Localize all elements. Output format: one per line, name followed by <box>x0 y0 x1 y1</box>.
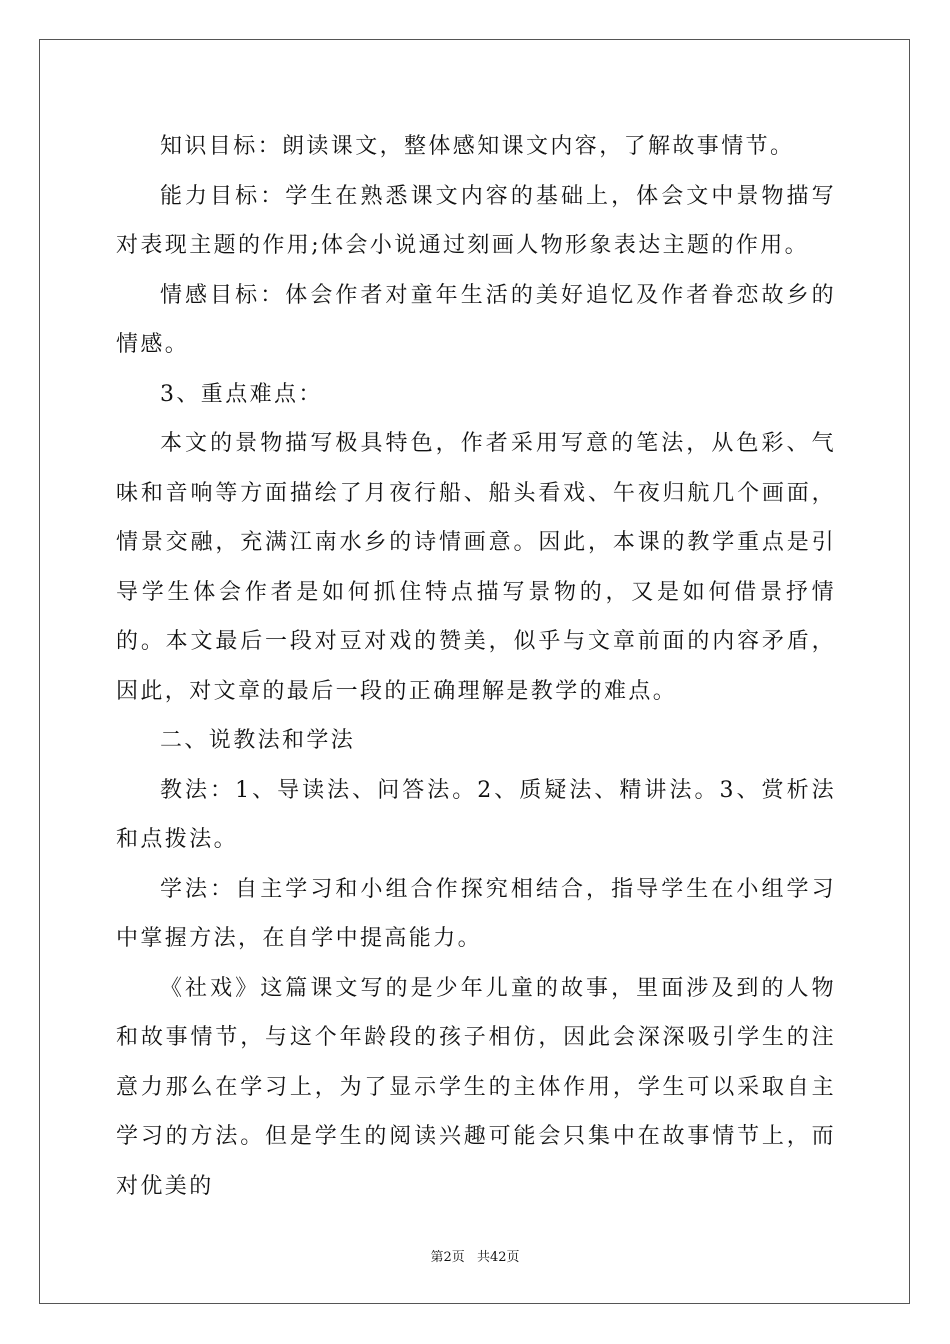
document-body <box>116 122 836 1211</box>
paragraph: 学法：自主学习和小组合作探究相结合，指导学生在小组学习中掌握方法，在自学中提高能力。 <box>116 876 836 951</box>
page-total: 共42页 <box>476 1250 520 1265</box>
section-heading: 二、说教法和学法 <box>160 728 356 753</box>
paragraph: 知识目标：朗读课文，整体感知课文内容，了解故事情节。 <box>160 134 795 159</box>
section-heading: 3、重点难点： <box>160 381 323 407</box>
paragraph: 情感目标：体会作者对童年生活的美好追忆及作者眷恋故乡的情感。 <box>116 282 836 357</box>
paragraph: 本文的景物描写极具特色，作者采用写意的笔法，从色彩、气味和音响等方面描绘了月夜行船、船头看戏、午夜归航几个画面，情景交融，充满江南水乡的诗情画意。因此，本课的教学重点是引导学生体会作者是如何抓住特点描写景物的，又是如何借景抒情的。本文最后一段对豆对戏的赞美，似乎与文章前面的内容矛盾，因此，对文章的最后一段的正确理解是教学的难点。 <box>116 431 836 704</box>
paragraph: 《社戏》这篇课文写的是少年儿童的故事，里面涉及到的人物和故事情节，与这个年龄段的孩子相仿，因此会深深吸引学生的注意力那么在学习上，为了显示学生的主体作用，学生可以采取自主学习的方法。但是学生的阅读兴趣可能会只集中在故事情节上，而对优美的 <box>116 975 836 1199</box>
page-footer <box>0 1246 950 1265</box>
paragraph: 教法：1、导读法、问答法。2、质疑法、精讲法。3、赏析法和点拨法。 <box>116 777 836 852</box>
paragraph: 能力目标：学生在熟悉课文内容的基础上，体会文中景物描写对表现主题的作用;体会小说通过刻画人物形象表达主题的作用。 <box>116 183 836 258</box>
page-number: 第2页 <box>430 1250 465 1265</box>
